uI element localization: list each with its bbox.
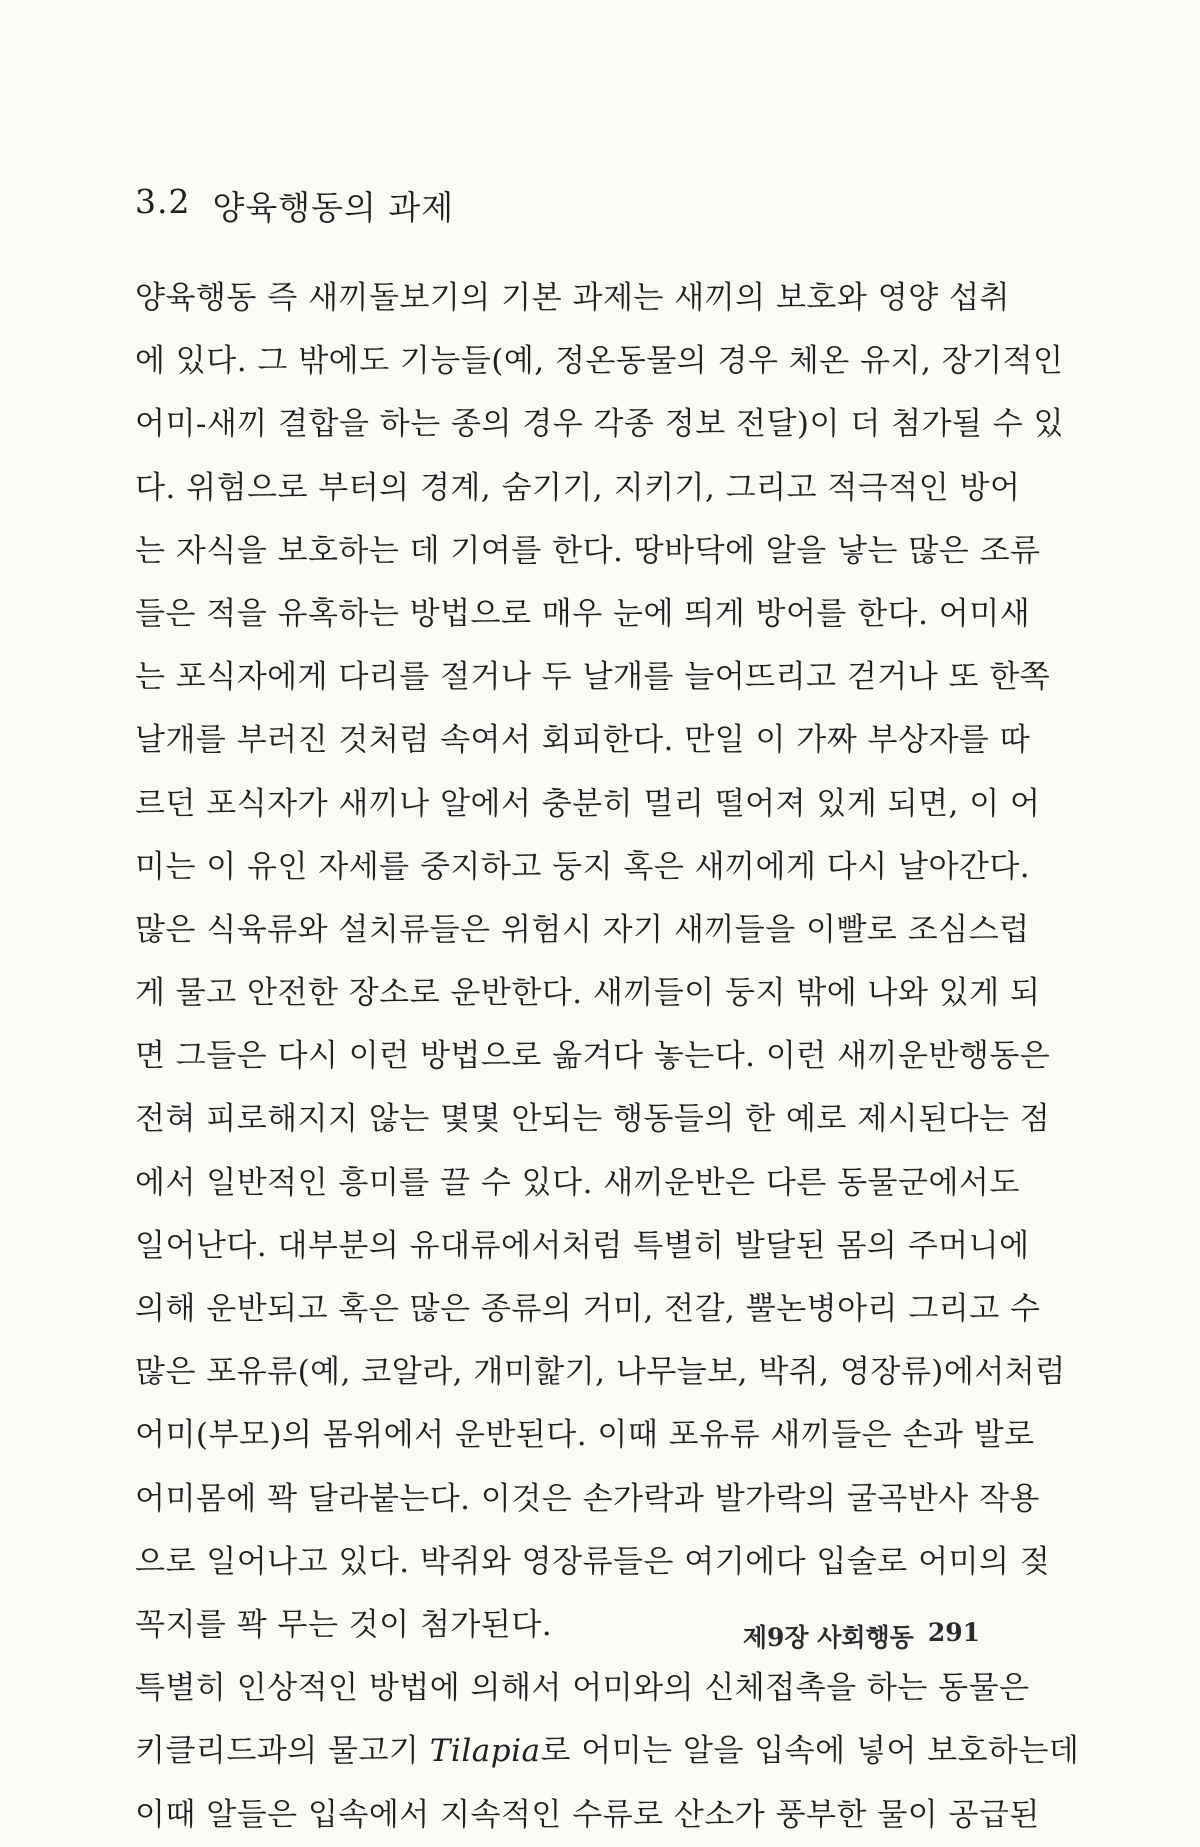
- text-line: 어미(부모)의 몸위에서 운반된다. 이때 포유류 새끼들은 손과 발로: [135, 1417, 1035, 1454]
- text-line: 이때 알들은 입속에서 지속적인 수류로 산소가 풍부한 물이 공급된: [135, 1796, 1040, 1833]
- text-line: 어미몸에 꽉 달라붙는다. 이것은 손가락과 발가락의 굴곡반사 작용: [135, 1480, 1040, 1517]
- text-segment: 키클리드과의 물고기: [135, 1733, 430, 1770]
- text-line: 에서 일반적인 흥미를 끌 수 있다. 새끼운반은 다른 동물군에서도: [135, 1164, 1020, 1201]
- text-line: 르던 포식자가 새끼나 알에서 충분히 멀리 떨어져 있게 되면, 이 어: [135, 785, 1041, 822]
- text-line: 어미-새끼 결합을 하는 종의 경우 각종 정보 전달)이 더 첨가될 수 있: [135, 406, 1065, 443]
- text-line: 으로 일어나고 있다. 박쥐와 영장류들은 여기에다 입술로 어미의 젖: [135, 1543, 1051, 1580]
- text-line: 꼭지를 꽉 무는 것이 첨가된다.: [135, 1606, 553, 1643]
- text-segment: 로 어미는 알을 입속에 넣어 보호하는데: [540, 1733, 1080, 1770]
- page-number: 291: [927, 1618, 980, 1647]
- text-line: 많은 포유류(예, 코알라, 개미핥기, 나무늘보, 박쥐, 영장류)에서처럼: [135, 1354, 1066, 1391]
- text-line: 미는 이 유인 자세를 중지하고 둥지 혹은 새끼에게 다시 날아간다.: [135, 848, 1031, 885]
- section-title: 양육행동의 과제: [212, 188, 455, 227]
- body-text: [135, 267, 1080, 1847]
- text-line: 양육행동 즉 새끼돌보기의 기본 과제는 새끼의 보호와 영양 섭취: [135, 280, 1010, 316]
- text-line: 면 그들은 다시 이런 방법으로 옮겨다 놓는다. 이런 새끼운반행동은: [135, 1038, 1051, 1075]
- text-line: 다. 위험으로 부터의 경계, 숨기기, 지키기, 그리고 적극적인 방어: [135, 469, 1021, 506]
- section-heading: [135, 182, 454, 229]
- text-line: 게 물고 안전한 장소로 운반한다. 새끼들이 둥지 밖에 나와 있게 되: [135, 975, 1041, 1012]
- text-line: 에 있다. 그 밖에도 기능들(예, 정온동물의 경우 체온 유지, 장기적인: [135, 343, 1064, 380]
- text-line: 들은 적을 유혹하는 방법으로 매우 눈에 띄게 방어를 한다. 어미새: [135, 595, 1031, 632]
- page-footer: [743, 1618, 980, 1654]
- species-name-italic: Tilapia: [429, 1733, 541, 1770]
- text-line: 일어난다. 대부분의 유대류에서처럼 특별히 발달된 몸의 주머니에: [135, 1227, 1030, 1264]
- text-line: 특별히 인상적인 방법에 의해서 어미와의 신체접촉을 하는 동물은: [135, 1670, 1030, 1707]
- text-line: 는 자식을 보호하는 데 기여를 한다. 땅바닥에 알을 낳는 많은 조류: [135, 532, 1041, 569]
- section-number: 3.2: [135, 182, 191, 221]
- text-line: 의해 운반되고 혹은 많은 종류의 거미, 전갈, 뿔논병아리 그리고 수: [135, 1291, 1041, 1327]
- text-line: 날개를 부러진 것처럼 속여서 회피한다. 만일 이 가짜 부상자를 따: [135, 722, 1031, 759]
- text-line: 는 포식자에게 다리를 절거나 두 날개를 늘어뜨리고 걷거나 또 한쪽: [135, 659, 1051, 696]
- text-line: 전혀 피로해지지 않는 몇몇 안되는 행동들의 한 예로 제시된다는 점: [135, 1101, 1051, 1138]
- running-footer-chapter: 제9장 사회행동: [742, 1623, 914, 1652]
- text-line: 많은 식육류와 설치류들은 위험시 자기 새끼들을 이빨로 조심스럽: [135, 911, 1030, 948]
- text-line-with-italic: [135, 1720, 1080, 1783]
